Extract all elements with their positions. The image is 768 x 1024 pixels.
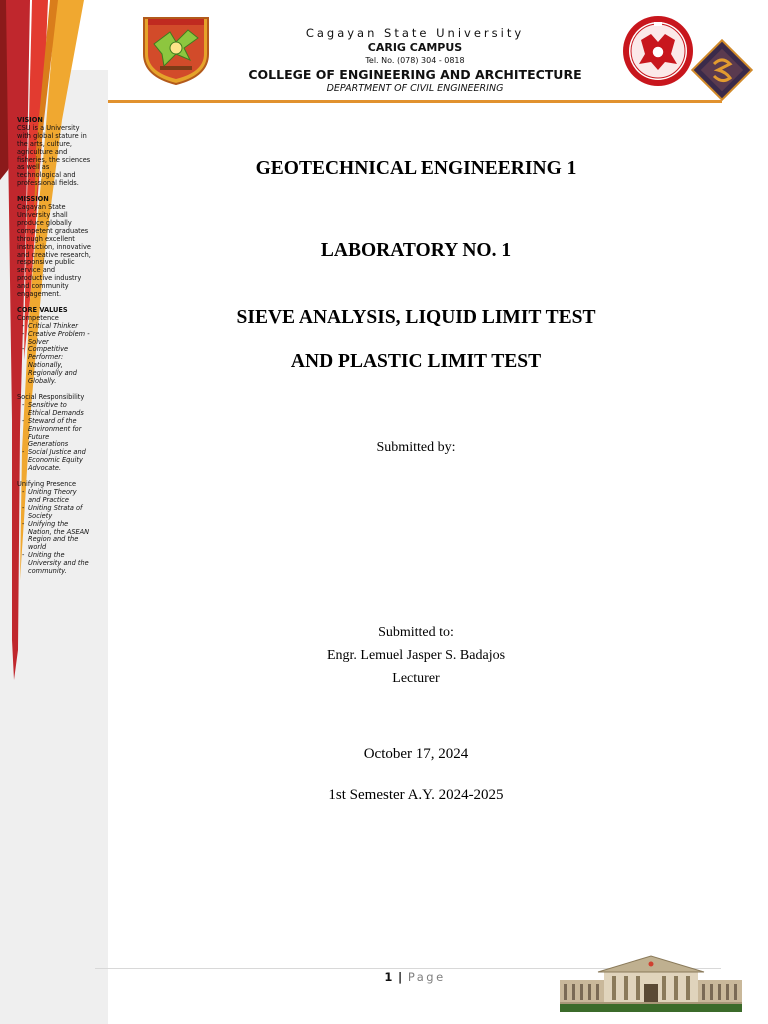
list-item: - Competitive Performer: Nationally, Regionally and Globally. xyxy=(28,346,91,386)
csu-university-logo xyxy=(140,14,212,86)
campus-name: CARIG CAMPUS xyxy=(367,41,463,54)
header-divider xyxy=(108,100,722,103)
mission-text: Cagayan State University shall produce globally competent graduates through excellent instruction, innovative and creative research, responsive public service and productive industry and community engagement. xyxy=(17,203,91,299)
laboratory-number: LABORATORY NO. 1 xyxy=(320,240,512,261)
telephone-number: Tel. No. (078) 304 - 0818 xyxy=(365,56,465,65)
list-item: - Sensitive to Ethical Demands xyxy=(28,402,91,418)
core-values-heading: CORE VALUES xyxy=(17,305,68,314)
list-item: - Creative Problem -Solver xyxy=(28,331,91,347)
list-item: - Steward of the Environment for Future Generations xyxy=(28,418,91,450)
college-seal-logo xyxy=(621,14,695,88)
page-separator: | xyxy=(397,970,404,984)
civil-engineers-society-logo xyxy=(690,38,754,102)
sidebar-statements xyxy=(17,117,91,576)
social-responsibility-list xyxy=(17,402,91,473)
list-item: - Uniting the University and the community. xyxy=(28,552,91,576)
report-title-line-2: AND PLASTIC LIMIT TEST xyxy=(290,351,542,372)
department-name: DEPARTMENT OF CIVIL ENGINEERING xyxy=(326,83,504,94)
list-item: - Social Justice and Economic Equity Advocate. xyxy=(28,449,91,473)
competence-list xyxy=(17,323,91,386)
list-item: - Uniting Strata of Society xyxy=(28,505,91,521)
list-item: - Uniting Theory and Practice xyxy=(28,489,91,505)
social-responsibility-label: Social Responsibility xyxy=(17,393,85,401)
semester-label: 1st Semester A.Y. 2024-2025 xyxy=(328,787,504,803)
submitted-by-label: Submitted by: xyxy=(376,440,456,455)
unifying-presence-list xyxy=(17,489,91,576)
university-name: Cagayan State University xyxy=(305,26,525,40)
unifying-presence-label: Unifying Presence xyxy=(17,480,77,489)
page-number: 1 xyxy=(384,970,394,984)
submission-date: October 17, 2024 xyxy=(363,746,469,762)
list-item: - Critical Thinker xyxy=(28,323,91,331)
vision-heading: VISION xyxy=(17,116,43,124)
mission-heading: MISSION xyxy=(17,195,49,204)
instructor-role: Lecturer xyxy=(392,671,440,686)
page-footer xyxy=(330,970,500,984)
submitted-to-label: Submitted to: xyxy=(378,625,454,640)
report-title-line-1: SIEVE ANALYSIS, LIQUID LIMIT TEST xyxy=(236,307,596,328)
campus-building-illustration xyxy=(560,954,742,1012)
list-item: - Unifying the Nation, the ASEAN Region and the world xyxy=(28,521,91,553)
course-title: GEOTECHNICAL ENGINEERING 1 xyxy=(255,158,577,179)
instructor-name: Engr. Lemuel Jasper S. Badajos xyxy=(326,648,506,663)
vision-text: CSU is a University with global stature in the arts, culture, agriculture and fisheries, the sciences as well as technological and professional fields. xyxy=(17,123,91,188)
competence-label: Competence xyxy=(17,313,59,322)
college-name: COLLEGE OF ENGINEERING AND ARCHITECTURE xyxy=(248,67,582,82)
page-label: Page xyxy=(407,970,446,984)
